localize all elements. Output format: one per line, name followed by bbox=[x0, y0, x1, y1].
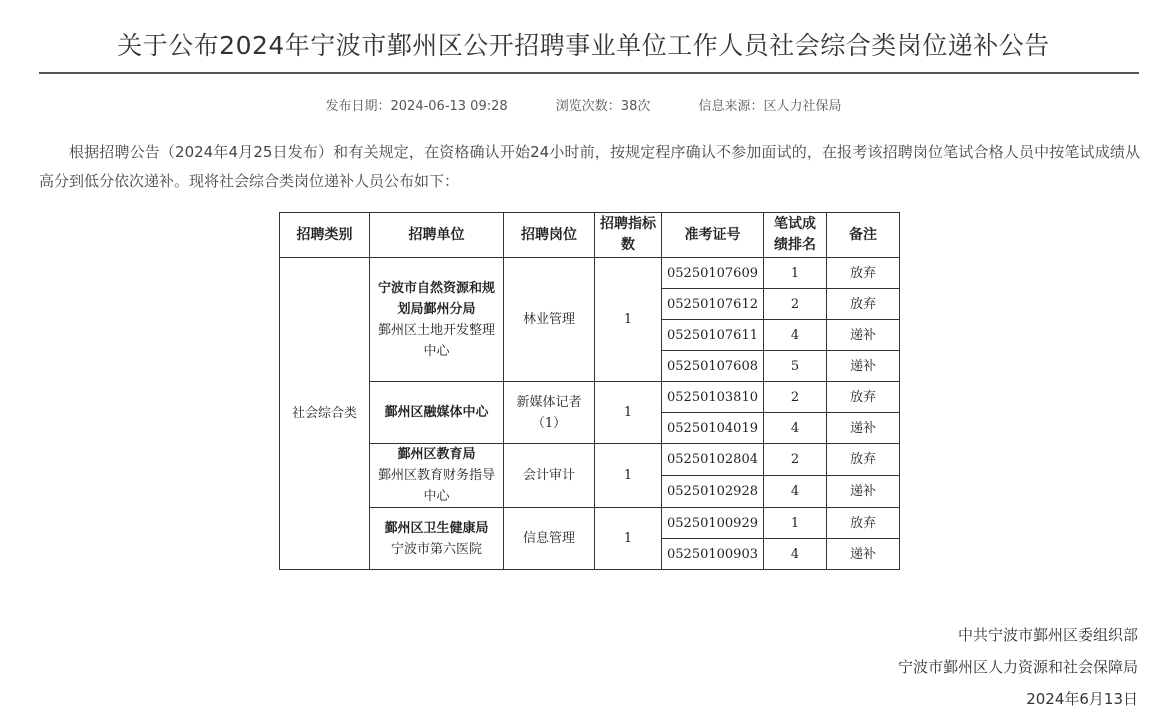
header-exam-id: 准考证号 bbox=[662, 213, 764, 258]
cell-rank: 4 bbox=[764, 320, 827, 351]
signature-org-2: 宁波市鄞州区人力资源和社会保障局 bbox=[897, 658, 1138, 676]
cell-unit bbox=[370, 258, 504, 382]
cell-unit bbox=[370, 444, 504, 508]
view-count: 浏览次数：38次 bbox=[555, 99, 651, 114]
unit-main: 宁波市自然资源和规划局鄞州分局 bbox=[377, 280, 495, 317]
table-row bbox=[280, 382, 900, 413]
signature-date: 2024年6月13日 bbox=[1026, 690, 1138, 708]
cell-exam-id: 05250107611 bbox=[662, 320, 764, 351]
cell-category: 社会综合类 bbox=[280, 258, 370, 570]
unit-sub: 鄞州区土地开发整理中心 bbox=[377, 322, 495, 359]
cell-position: 林业管理 bbox=[504, 258, 595, 382]
cell-note: 递补 bbox=[827, 320, 900, 351]
cell-position: 信息管理 bbox=[504, 508, 595, 570]
cell-exam-id: 05250102804 bbox=[662, 444, 764, 476]
cell-position: 会计审计 bbox=[504, 444, 595, 508]
cell-quota: 1 bbox=[595, 444, 662, 508]
cell-note: 放弃 bbox=[827, 258, 900, 289]
cell-rank: 1 bbox=[764, 508, 827, 539]
table-row bbox=[280, 258, 900, 289]
header-quota: 招聘指标数 bbox=[595, 213, 662, 258]
cell-quota: 1 bbox=[595, 382, 662, 444]
cell-note: 递补 bbox=[827, 539, 900, 570]
cell-note: 放弃 bbox=[827, 289, 900, 320]
cell-exam-id: 05250107609 bbox=[662, 258, 764, 289]
unit-main: 鄞州区教育局 bbox=[397, 447, 476, 462]
notice-body: 根据招聘公告（2024年4月25日发布）和有关规定，在资格确认开始24小时前，按规定程序确认不参加面试的，在报考该招聘岗位笔试合格人员中按笔试成绩从高分到低分依次递补。现将社会综合类岗位递补人员公布如下： bbox=[39, 143, 1140, 190]
cell-rank: 2 bbox=[764, 289, 827, 320]
cell-note: 递补 bbox=[827, 413, 900, 444]
article-meta bbox=[0, 95, 1167, 114]
cell-quota: 1 bbox=[595, 508, 662, 570]
unit-main: 鄞州区卫生健康局 bbox=[384, 520, 489, 536]
table-row bbox=[280, 508, 900, 539]
cell-rank: 4 bbox=[764, 476, 827, 508]
header-position: 招聘岗位 bbox=[504, 213, 595, 258]
cell-unit bbox=[370, 508, 504, 570]
publish-date: 发布日期：2024-06-13 09:28 bbox=[325, 99, 508, 114]
cell-rank: 5 bbox=[764, 351, 827, 382]
cell-note: 放弃 bbox=[827, 382, 900, 413]
unit-main: 鄞州区融媒体中心 bbox=[384, 405, 489, 420]
cell-exam-id: 05250104019 bbox=[662, 413, 764, 444]
cell-rank: 2 bbox=[764, 444, 827, 476]
cell-note: 放弃 bbox=[827, 444, 900, 476]
header-category: 招聘类别 bbox=[280, 213, 370, 258]
unit-sub: 鄞州区教育财务指导中心 bbox=[377, 468, 495, 504]
table-row bbox=[280, 444, 900, 476]
cell-note: 递补 bbox=[827, 476, 900, 508]
cell-rank: 4 bbox=[764, 539, 827, 570]
cell-exam-id: 05250103810 bbox=[662, 382, 764, 413]
cell-quota: 1 bbox=[595, 258, 662, 382]
cell-position: 新媒体记者（1） bbox=[504, 382, 595, 444]
title-divider bbox=[39, 72, 1139, 74]
cell-rank: 1 bbox=[764, 258, 827, 289]
unit-sub: 宁波市第六医院 bbox=[390, 541, 482, 557]
replacement-table bbox=[279, 212, 900, 570]
info-source: 信息来源：区人力社保局 bbox=[698, 99, 842, 114]
cell-exam-id: 05250107608 bbox=[662, 351, 764, 382]
header-note: 备注 bbox=[827, 213, 900, 258]
cell-note: 递补 bbox=[827, 351, 900, 382]
cell-rank: 4 bbox=[764, 413, 827, 444]
table-header-row bbox=[280, 213, 900, 258]
cell-exam-id: 05250100929 bbox=[662, 508, 764, 539]
signature-org-1: 中共宁波市鄞州区委组织部 bbox=[957, 626, 1138, 644]
page-title: 关于公布2024年宁波市鄞州区公开招聘事业单位工作人员社会综合类岗位递补公告 bbox=[117, 31, 1050, 60]
cell-exam-id: 05250102928 bbox=[662, 476, 764, 508]
cell-unit bbox=[370, 382, 504, 444]
cell-note: 放弃 bbox=[827, 508, 900, 539]
cell-rank: 2 bbox=[764, 382, 827, 413]
header-unit: 招聘单位 bbox=[370, 213, 504, 258]
cell-exam-id: 05250100903 bbox=[662, 539, 764, 570]
cell-exam-id: 05250107612 bbox=[662, 289, 764, 320]
header-rank: 笔试成绩排名 bbox=[764, 213, 827, 258]
